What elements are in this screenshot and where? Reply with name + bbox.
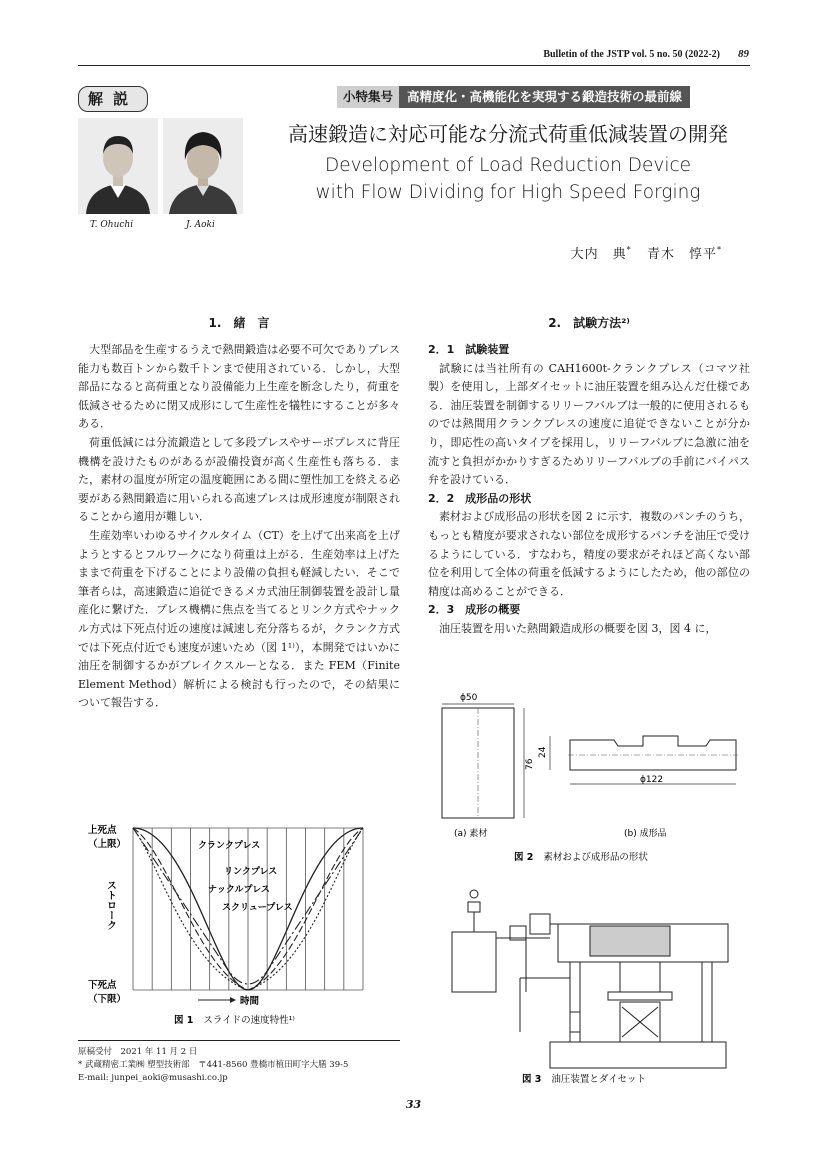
hydraulic-device-schematic: [440, 882, 740, 1087]
figure-1-caption-text: スライドの速度特性¹⁾: [203, 1015, 295, 1026]
figure-2-caption-text: 素材および成形品の形状: [543, 852, 648, 863]
section-1-heading: 1. 緒 言: [208, 316, 270, 330]
x-axis-label: 時間: [240, 996, 260, 1007]
header-page-number: 89: [738, 48, 749, 60]
figure-3-caption: [522, 1073, 646, 1085]
header-rule: [78, 65, 750, 66]
subsection-2-3-heading: 2．3 成形の概要: [428, 603, 521, 617]
figure-1-caption: [174, 1014, 295, 1026]
footnotes: [78, 1046, 348, 1085]
section-1-body: [78, 341, 400, 713]
curve-label-screw: スクリュープレス: [222, 903, 293, 913]
title-english: [248, 152, 768, 206]
top-dead-center-sub: （上限）: [88, 839, 127, 850]
footnote-rule: [78, 1040, 400, 1041]
figure-1: [78, 820, 400, 1040]
dim-diameter-122: ϕ122: [640, 775, 664, 785]
subfigure-b-label: (b) 成形品: [624, 829, 667, 839]
figure-2: [428, 686, 750, 866]
running-header: [543, 48, 749, 60]
affiliation: * 武蔵精密工業㈱ 塑型技術部 〒441-8560 豊橋市植田町字大膳 39-5: [78, 1060, 349, 1070]
author-2: 青木 惇平: [646, 247, 717, 262]
curve-label-link: リンクプレス: [224, 867, 278, 877]
top-dead-center-label: 上死点: [88, 825, 117, 836]
author-1-mark: *: [626, 245, 632, 255]
paragraph: 荷重低減には分流鍛造として多段プレスやサーボプレスに背圧機構を設けたものがあるが設備投資が高く生産性も落ちる．また，素材の温度が所定の温度範囲にある間に塑性加工を終える必要がある熱間鍛造に用いられる高速プレスは成形速度が制限されることから適用が難しい．: [78, 435, 400, 524]
received-date: 原稿受付 2021 年 11 月 2 日: [78, 1047, 198, 1057]
author-names: [571, 243, 722, 262]
figure-1-number: 図 1: [174, 1015, 194, 1026]
curve-label-knuckle: ナックルプレス: [208, 885, 270, 895]
email: E-mail: junpei_aoki@musashi.co.jp: [78, 1073, 228, 1083]
section-2-heading: 2. 試験方法²⁾: [548, 316, 630, 330]
workpiece-drawing: [428, 686, 750, 866]
paragraph: 大型部品を生産するうえで熱間鍛造は必要不可欠でありプレス能力も数百トンから数千トンまで使用されている．しかし，大型部品になると高荷重となり設備能力上生産を断念したり，荷重を低減させるために閉又成形にして生産性を犠牲にすることが多々ある．: [78, 343, 400, 431]
figure-3-caption-text: 油圧装置とダイセット: [551, 1074, 646, 1085]
author-1: 大内 典: [570, 247, 627, 262]
dim-height-76: 76: [525, 758, 535, 770]
figure-3: [440, 882, 740, 1087]
paragraph: 油圧装置を用いた熱間鍛造成形の概要を図 3，図 4 に，: [439, 621, 717, 635]
paragraph: 生産効率いわゆるサイクルタイム（CT）を上げて出来高を上げようとするとフルワークになり荷重は上がる．生産効率は上げたままで荷重を下げることにより設備の負担も軽減したい．そこで筆者らは，高速鍛造に追従できるメカ式油圧制御装置を設計し量産化に繋げた．プレス機構に焦点を当てるとリンク方式やナックル方式は下死点付近の速度は減速し充分落ちるが，クランク方式では下死点付近でも速度が速いため（図 1¹⁾），本開発ではいかに油圧を制御するかがブレイクスルーとなる．また FEM（Finite Element Method）解析による検討も行ったので，その結果について報告する．: [78, 528, 400, 710]
journal-name: Bulletin of the JSTP vol. 5 no. 50 (2022-2): [543, 49, 720, 60]
paragraph: 試験には当社所有の CAH1600t-クランクプレス（コマツ社製）を使用し，上部ダイセットに油圧装置を組み込んだ仕様である．油圧装置を制御するリリーフバルブは一般的に使用されるものでは熱間用クランクプレスの速度に追従できないことが分かり，即応性の高いタイプを採用し，リリーフバルブに急激に油を流すと負担がかかりすぎるためリリーフバルブの手前にバイパス弁を設けている．: [428, 361, 750, 487]
subfigure-a-label: (a) 素材: [454, 829, 488, 839]
figure-2-number: 図 2: [514, 852, 534, 863]
dim-diameter-50: ϕ50: [460, 693, 478, 703]
article-type-badge: 解説: [78, 86, 148, 112]
paragraph: 素材および成形品の形状を図 2 に示す．複数のパンチのうち，もっとも精度が要求されない部位を成形するパンチを油圧で受けるようにしている．すなわち，精度の要求がそれほど高くない部位を利用して全体の荷重を低減するようにしたため，他の部位の精度は高めることができる．: [428, 510, 750, 598]
author-2-mark: *: [717, 245, 722, 255]
figure-3-number: 図 3: [522, 1074, 542, 1085]
stroke-time-chart: [78, 820, 400, 1040]
curve-label-crank: クランクプレス: [198, 841, 261, 851]
subsection-2-1-heading: 2．1 試験装置: [428, 343, 510, 356]
title-japanese: 高速鍛造に対応可能な分流式荷重低減装置の開発: [288, 122, 728, 146]
y-axis-label: ストローク: [104, 880, 116, 930]
special-issue-label: 小特集号: [337, 86, 399, 108]
photo-caption-2: J. Aoki: [186, 220, 215, 230]
special-issue-topic: 高精度化・高機能化を実現する鍛造技術の最前線: [399, 86, 690, 108]
author-photo-ohuchi: [78, 118, 158, 214]
figure-2-caption: [514, 851, 648, 863]
section-2-body: [428, 341, 750, 639]
special-issue-banner: [337, 86, 690, 108]
bottom-dead-center-label: 下死点: [88, 980, 117, 991]
title-english-line-1: Development of Load Reduction Device: [324, 155, 692, 176]
author-photo-aoki: [163, 118, 243, 214]
bottom-dead-center-sub: （下限）: [88, 994, 127, 1005]
dim-height-24: 24: [538, 746, 548, 758]
subsection-2-2-heading: 2．2 成形品の形状: [428, 491, 532, 505]
photo-caption-1: T. Ohuchi: [90, 220, 134, 230]
title-english-line-2: with Flow Dividing for High Speed Forging: [315, 182, 701, 203]
page-number: 33: [405, 1098, 422, 1111]
